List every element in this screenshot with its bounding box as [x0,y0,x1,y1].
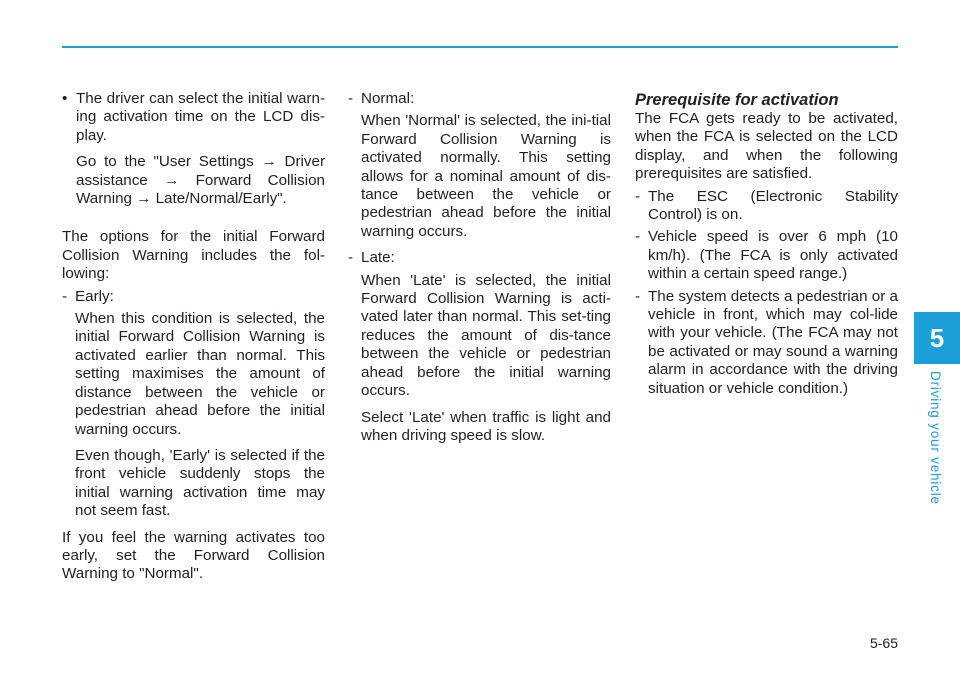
prerequisite-item-speed: - Vehicle speed is over 6 mph (10 km/h). (The FCA is only activated within a certain speed range.) [635,228,898,283]
chapter-number-tab: 5 [914,312,960,364]
prerequisite-intro: The FCA gets ready to be activated, when the FCA is selected on the LCD display, and when the following prerequisites are satisfied. [635,110,898,183]
late-option-label: - Late: [348,249,611,267]
early-option-label: - Early: [62,288,325,306]
column-middle [348,90,611,445]
options-intro-text: The options for the initial Forward Collision Warning includes the fol-lowing: [62,228,325,283]
prerequisite-heading: Prerequisite for activation [635,91,839,109]
late-option-description: When 'Late' is selected, the initial Forward Collision Warning is acti-vated later than normal. This set-ting reduces the amount of dis-tance between the vehicle or pedestrian ahead before the initial warning occurs. [361,271,611,400]
column-right [635,90,898,398]
late-option-advice: Select 'Late' when traffic is light and when driving speed is slow. [361,408,611,444]
column-left [62,90,325,584]
settings-path-text: Go to the "User Settings → Driver assistance → Forward Collision Warning → Late/Normal/Early". [76,153,325,208]
select-warning-time-bullet: • The driver can select the initial warn-ing activation time on the LCD dis-play. [62,90,325,145]
early-option-description: When this condition is selected, the initial Forward Collision Warning is activated earlier than normal. This setting maximises the amount of distance between the vehicle or pedestrian ahead before the initial warning occurs. [75,310,325,438]
early-advice-text: If you feel the warning activates too early, set the Forward Collision Warning to "Normal". [62,528,325,583]
page-number: 5-65 [869,635,898,651]
normal-option-description: When 'Normal' is selected, the ini-tial Forward Collision Warning is activated normally. This setting allows for a nominal amount of dis-tance between the vehicle or pedestrian ahead before the initial warning occurs. [361,112,611,240]
normal-option-label: - Normal: [348,90,611,108]
prerequisite-item-esc: - The ESC (Electronic Stability Control) is on. [635,188,898,225]
prerequisite-item-detection: - The system detects a pedestrian or a vehicle in front, which may col-lide with your vehicle. (The FCA may not be activated or may sound a warning alarm in accordance with the driving situation or vehicle condition.) [635,288,898,398]
early-option-note: Even though, 'Early' is selected if the front vehicle suddenly stops the initial warning activation time may not seem fast. [75,446,325,520]
chapter-title: Driving your vehicle [928,371,943,505]
header-rule [62,46,898,48]
